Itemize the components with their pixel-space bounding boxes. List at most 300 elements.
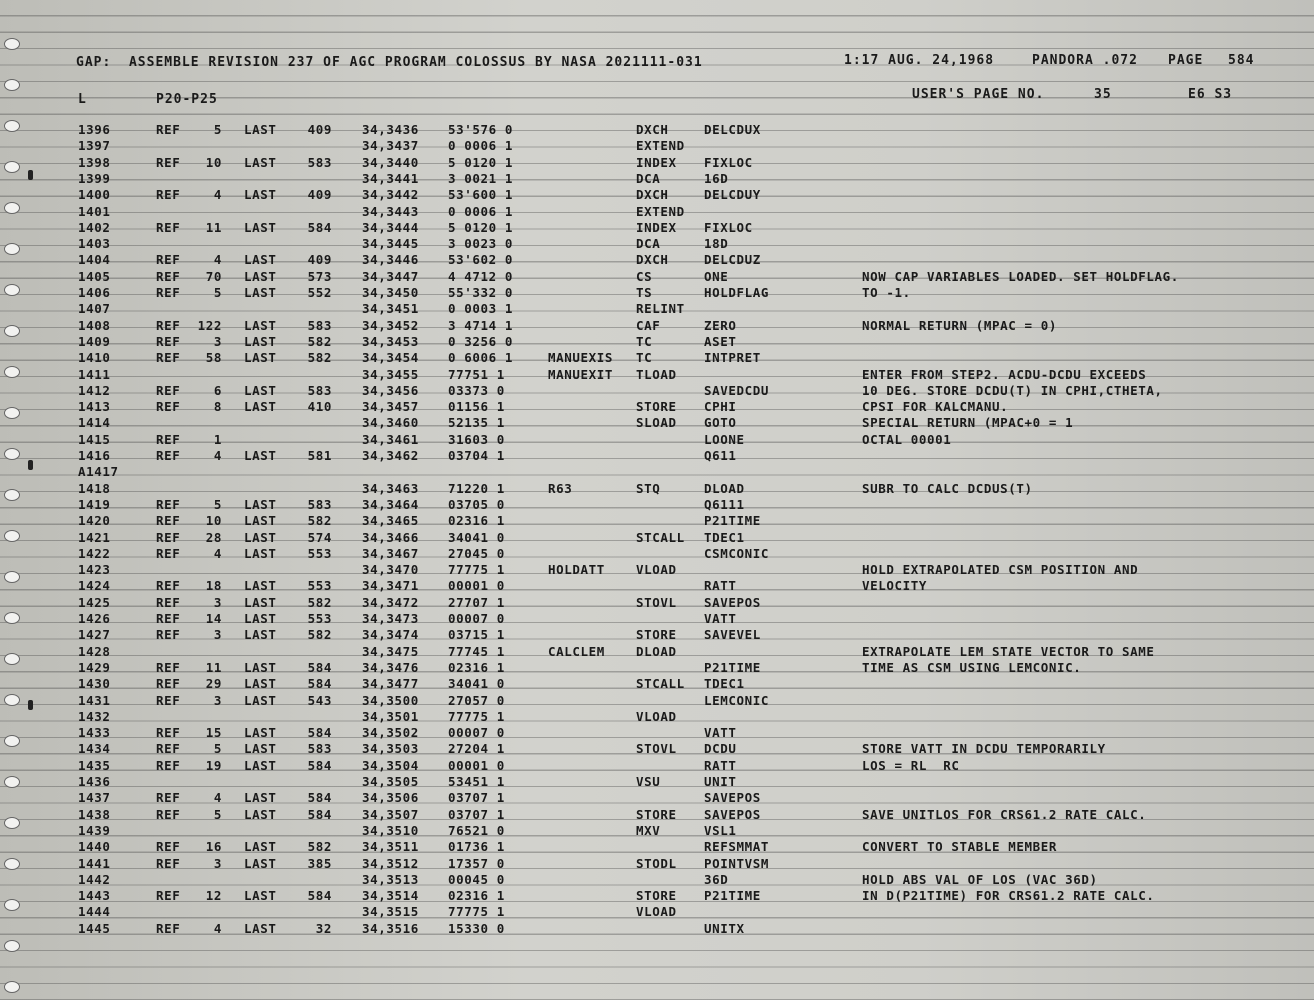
octal-code: 3 4714 1 <box>448 317 514 333</box>
last-label: LAST <box>244 154 277 170</box>
octal-code: 00007 0 <box>448 725 505 741</box>
last-page: 552 <box>307 285 332 300</box>
comment: LOS = RL RC <box>862 757 960 773</box>
line-number: 1425 <box>78 594 111 610</box>
operand: INTPRET <box>704 350 761 366</box>
line-number: 1432 <box>78 708 111 724</box>
address: 34,3443 <box>362 203 419 219</box>
ref-label: REF <box>156 741 181 757</box>
operand: SAVEDCDU <box>704 382 770 398</box>
line-number: 1441 <box>78 855 111 871</box>
listing-row <box>0 530 1314 546</box>
last-page: 409 <box>307 187 332 203</box>
last-page: 584 <box>307 757 332 773</box>
operand: CSMCONIC <box>704 545 770 561</box>
ref-count: 15 <box>205 725 222 741</box>
listing-site: PANDORA .072 <box>1032 53 1138 68</box>
address: 34,3511 <box>362 839 419 855</box>
line-number: 1409 <box>78 333 111 349</box>
last-label: LAST <box>244 496 277 512</box>
ref-label: REF <box>156 317 181 333</box>
octal-code: 03715 1 <box>448 627 505 643</box>
ref-label: REF <box>156 594 181 610</box>
octal-code: 77751 1 <box>448 366 505 382</box>
line-number: 1423 <box>78 562 111 578</box>
ref-label: REF <box>156 725 181 741</box>
line-number: 1400 <box>78 187 111 203</box>
binder-pin <box>28 700 33 710</box>
feed-hole <box>4 981 20 993</box>
ref-count: 4 <box>213 252 222 268</box>
last-page: 583 <box>307 154 332 170</box>
octal-code: 77775 1 <box>448 562 505 578</box>
listing-row <box>0 856 1314 872</box>
octal-code: 0 0003 1 <box>448 301 514 317</box>
operand: 18D <box>704 236 729 252</box>
octal-code: 02316 1 <box>448 888 505 904</box>
listing-row <box>0 367 1314 383</box>
line-number: 1399 <box>78 170 111 186</box>
octal-code: 0 0006 1 <box>448 138 514 154</box>
comment: SUBR TO CALC DCDUS(T) <box>862 480 1033 496</box>
user-page-label: USER'S PAGE NO. <box>912 87 1045 102</box>
ref-count: 58 <box>205 350 222 366</box>
comment: CPSI FOR KALCMANU. <box>862 399 1009 415</box>
address: 34,3467 <box>362 545 419 561</box>
operand: ONE <box>704 268 729 284</box>
comment: 10 DEG. STORE DCDU(T) IN CPHI,CTHETA, <box>862 382 1163 398</box>
line-number: 1418 <box>78 480 111 496</box>
last-label: LAST <box>244 187 277 203</box>
ref-count: 19 <box>205 757 222 773</box>
octal-code: 03707 1 <box>448 806 505 822</box>
ref-label: REF <box>156 122 181 137</box>
address: 34,3474 <box>362 627 419 643</box>
ref-label: REF <box>156 448 181 463</box>
listing-row <box>0 301 1314 317</box>
octal-code: 01156 1 <box>448 399 505 415</box>
address: 34,3512 <box>362 855 419 871</box>
comment: TIME AS CSM USING LEMCONIC. <box>862 659 1082 675</box>
line-number: 1443 <box>78 888 111 904</box>
octal-code: 0 6006 1 <box>448 350 514 366</box>
opcode: DXCH <box>636 122 669 137</box>
listing-row <box>0 904 1314 920</box>
octal-code: 3 0021 1 <box>448 170 514 186</box>
listing-row <box>0 220 1314 236</box>
address: 34,3501 <box>362 708 419 724</box>
binder-pin <box>28 460 33 470</box>
listing-row <box>0 693 1314 709</box>
listing-row <box>0 383 1314 399</box>
ref-label: REF <box>156 806 181 822</box>
operand: VATT <box>704 725 737 741</box>
octal-code: 77745 1 <box>448 643 505 659</box>
ref-label: REF <box>156 285 181 300</box>
opcode: EXTEND <box>636 203 685 219</box>
address: 34,3456 <box>362 382 419 398</box>
line-number: 1438 <box>78 806 111 822</box>
opcode: DXCH <box>636 187 669 203</box>
listing-row <box>0 839 1314 855</box>
last-page: 582 <box>307 627 332 643</box>
operand: LOONE <box>704 431 745 447</box>
ref-label: REF <box>156 382 181 398</box>
octal-code: 27707 1 <box>448 594 505 610</box>
ref-count: 4 <box>213 545 222 561</box>
page-label: PAGE <box>1168 53 1204 68</box>
ref-count: 16 <box>205 839 222 855</box>
listing-row <box>0 269 1314 285</box>
line-number: 1411 <box>78 366 111 382</box>
opcode: DLOAD <box>636 643 677 659</box>
octal-code: 55'332 0 <box>448 285 514 300</box>
listing-row <box>0 595 1314 611</box>
last-page: 584 <box>307 790 332 806</box>
operand: VATT <box>704 611 737 626</box>
address: 34,3442 <box>362 187 419 203</box>
last-label: LAST <box>244 741 277 757</box>
opcode: CS <box>636 268 653 284</box>
octal-code: 00001 0 <box>448 578 505 594</box>
operand: RATT <box>704 757 737 773</box>
ref-count: 3 <box>213 627 222 643</box>
opcode: TC <box>636 333 653 349</box>
last-label: LAST <box>244 382 277 398</box>
last-page: 553 <box>307 611 332 626</box>
octal-code: 0 3256 0 <box>448 333 514 349</box>
listing-row <box>0 432 1314 448</box>
opcode: STOVL <box>636 741 677 757</box>
opcode: STORE <box>636 806 677 822</box>
ref-label: REF <box>156 268 181 284</box>
listing-row <box>0 741 1314 757</box>
line-number: 1397 <box>78 138 111 154</box>
operand: GOTO <box>704 415 737 431</box>
address: 34,3466 <box>362 529 419 545</box>
octal-code: 00045 0 <box>448 871 505 887</box>
octal-code: 17357 0 <box>448 855 505 871</box>
ref-label: REF <box>156 790 181 806</box>
line-number: 1398 <box>78 154 111 170</box>
ref-count: 5 <box>213 122 222 137</box>
ref-count: 3 <box>213 692 222 708</box>
last-label: LAST <box>244 888 277 904</box>
ref-label: REF <box>156 513 181 529</box>
line-number: 1405 <box>78 268 111 284</box>
last-label: LAST <box>244 350 277 366</box>
listing-row <box>0 513 1314 529</box>
listing-row <box>0 285 1314 301</box>
listing-row <box>0 350 1314 366</box>
line-number: 1407 <box>78 301 111 317</box>
ref-count: 4 <box>213 187 222 203</box>
ref-label: REF <box>156 888 181 904</box>
operand: DELCDUX <box>704 122 761 137</box>
last-label: LAST <box>244 399 277 415</box>
ref-count: 6 <box>213 382 222 398</box>
operand: SAVEPOS <box>704 594 761 610</box>
last-label: LAST <box>244 659 277 675</box>
last-label: LAST <box>244 578 277 594</box>
octal-code: 03707 1 <box>448 790 505 806</box>
last-label: LAST <box>244 268 277 284</box>
address: 34,3460 <box>362 415 419 431</box>
line-number: 1414 <box>78 415 111 431</box>
comment: STORE VATT IN DCDU TEMPORARILY <box>862 741 1106 757</box>
address: 34,3471 <box>362 578 419 594</box>
page-number: 584 <box>1228 53 1255 68</box>
ref-label: REF <box>156 350 181 366</box>
opcode: STODL <box>636 855 677 871</box>
address: 34,3447 <box>362 268 419 284</box>
octal-code: 03705 0 <box>448 496 505 512</box>
line-number: 1406 <box>78 285 111 300</box>
octal-code: 77775 1 <box>448 904 505 920</box>
listing-row <box>0 758 1314 774</box>
listing-row <box>0 236 1314 252</box>
listing-row <box>0 725 1314 741</box>
last-page: 574 <box>307 529 332 545</box>
listing-row <box>0 562 1314 578</box>
last-page: 410 <box>307 399 332 415</box>
last-page: 553 <box>307 545 332 561</box>
line-number: 1412 <box>78 382 111 398</box>
line-number: 1430 <box>78 676 111 692</box>
last-label: LAST <box>244 855 277 871</box>
address: 34,3463 <box>362 480 419 496</box>
comment: TO -1. <box>862 285 911 300</box>
ref-count: 3 <box>213 594 222 610</box>
opcode: STCALL <box>636 529 685 545</box>
operand: ASET <box>704 333 737 349</box>
symbol-label: HOLDATT <box>548 562 605 578</box>
last-label: LAST <box>244 790 277 806</box>
feed-hole <box>4 79 20 91</box>
address: 34,3470 <box>362 562 419 578</box>
ref-count: 5 <box>213 496 222 512</box>
line-number: 1402 <box>78 219 111 235</box>
last-label: LAST <box>244 627 277 643</box>
listing-date: 1:17 AUG. 24,1968 <box>844 53 995 68</box>
address: 34,3452 <box>362 317 419 333</box>
line-number: 1416 <box>78 448 111 463</box>
octal-code: 31603 0 <box>448 431 505 447</box>
address: 34,3462 <box>362 448 419 463</box>
comment: OCTAL 00001 <box>862 431 952 447</box>
address: 34,3502 <box>362 725 419 741</box>
last-page: 409 <box>307 122 332 137</box>
octal-code: 15330 0 <box>448 920 505 936</box>
listing-row <box>0 709 1314 725</box>
comment: ENTER FROM STEP2. ACDU-DCDU EXCEEDS <box>862 366 1147 382</box>
address: 34,3503 <box>362 741 419 757</box>
octal-code: 4 4712 0 <box>448 268 514 284</box>
ref-count: 18 <box>205 578 222 594</box>
line-number: 1413 <box>78 399 111 415</box>
operand: DELCDUY <box>704 187 761 203</box>
ref-count: 11 <box>205 659 222 675</box>
opcode: TLOAD <box>636 366 677 382</box>
listing-row <box>0 644 1314 660</box>
listing-row <box>0 334 1314 350</box>
opcode: STCALL <box>636 676 685 692</box>
listing-row <box>0 497 1314 513</box>
section-name: P20-P25 <box>156 92 218 107</box>
line-number: 1404 <box>78 252 111 268</box>
address: 34,3513 <box>362 871 419 887</box>
line-number: 1415 <box>78 431 111 447</box>
last-label: LAST <box>244 122 277 137</box>
octal-code: 34041 0 <box>448 529 505 545</box>
octal-code: 03373 0 <box>448 382 505 398</box>
address: 34,3440 <box>362 154 419 170</box>
line-number: 1408 <box>78 317 111 333</box>
opcode: DXCH <box>636 252 669 268</box>
listing-title: GAP: ASSEMBLE REVISION 237 OF AGC PROGRAM COLOSSUS BY NASA 2021111-031 <box>76 55 703 70</box>
ref-count: 3 <box>213 855 222 871</box>
operand: VSL1 <box>704 822 737 838</box>
ref-count: 1 <box>213 431 222 447</box>
operand: LEMCONIC <box>704 692 770 708</box>
listing-row <box>0 921 1314 937</box>
ref-count: 8 <box>213 399 222 415</box>
opcode: VLOAD <box>636 904 677 920</box>
address: 34,3515 <box>362 904 419 920</box>
octal-code: 02316 1 <box>448 513 505 529</box>
last-label: LAST <box>244 333 277 349</box>
octal-code: 52135 1 <box>448 415 505 431</box>
listing-row <box>0 807 1314 823</box>
opcode: STORE <box>636 888 677 904</box>
feed-hole <box>4 940 20 952</box>
operand: SAVEPOS <box>704 790 761 806</box>
line-number: 1435 <box>78 757 111 773</box>
opcode: VLOAD <box>636 708 677 724</box>
address: 34,3504 <box>362 757 419 773</box>
listing-row <box>0 204 1314 220</box>
ref-count: 4 <box>213 448 222 463</box>
last-label: LAST <box>244 757 277 773</box>
operand: DELCDUZ <box>704 252 761 268</box>
ref-count: 70 <box>205 268 222 284</box>
last-page: 584 <box>307 659 332 675</box>
symbol-label: MANUEXIS <box>548 350 614 366</box>
operand: CPHI <box>704 399 737 415</box>
octal-code: 76521 0 <box>448 822 505 838</box>
ref-label: REF <box>156 676 181 692</box>
line-number: 1444 <box>78 904 111 920</box>
ref-count: 3 <box>213 333 222 349</box>
ref-label: REF <box>156 219 181 235</box>
opcode: STORE <box>636 627 677 643</box>
opcode: VSU <box>636 774 661 789</box>
last-label: LAST <box>244 219 277 235</box>
line-number: 1431 <box>78 692 111 708</box>
listing-row <box>0 546 1314 562</box>
opcode: STORE <box>636 399 677 415</box>
line-number: 1440 <box>78 839 111 855</box>
listing-row <box>0 627 1314 643</box>
listing-row <box>0 578 1314 594</box>
address: 34,3475 <box>362 643 419 659</box>
comment: NOW CAP VARIABLES LOADED. SET HOLDFLAG. <box>862 268 1179 284</box>
listing-row <box>0 676 1314 692</box>
opcode: DCA <box>636 170 661 186</box>
ref-count: 5 <box>213 741 222 757</box>
line-number: 1396 <box>78 122 111 137</box>
last-page: 583 <box>307 496 332 512</box>
last-page: 582 <box>307 513 332 529</box>
octal-code: 01736 1 <box>448 839 505 855</box>
last-page: 32 <box>315 920 332 936</box>
operand: UNITX <box>704 920 745 936</box>
octal-code: 3 0023 0 <box>448 236 514 252</box>
octal-code: 03704 1 <box>448 448 505 463</box>
comment: VELOCITY <box>862 578 928 594</box>
address: 34,3510 <box>362 822 419 838</box>
octal-code: 02316 1 <box>448 659 505 675</box>
last-label: LAST <box>244 839 277 855</box>
operand: P21TIME <box>704 513 761 529</box>
opcode: EXTEND <box>636 138 685 154</box>
address: 34,3500 <box>362 692 419 708</box>
last-page: 553 <box>307 578 332 594</box>
opcode: CAF <box>636 317 661 333</box>
ref-label: REF <box>156 578 181 594</box>
l-label: L <box>78 92 87 107</box>
address: 34,3436 <box>362 122 419 137</box>
address: 34,3454 <box>362 350 419 366</box>
listing-row <box>0 252 1314 268</box>
ref-count: 29 <box>205 676 222 692</box>
last-label: LAST <box>244 806 277 822</box>
last-page: 584 <box>307 725 332 741</box>
opcode: TS <box>636 285 653 300</box>
last-label: LAST <box>244 513 277 529</box>
listing-row <box>0 171 1314 187</box>
last-page: 584 <box>307 888 332 904</box>
octal-code: 27045 0 <box>448 545 505 561</box>
last-label: LAST <box>244 594 277 610</box>
address: 34,3444 <box>362 219 419 235</box>
last-page: 581 <box>307 448 332 463</box>
comment: CONVERT TO STABLE MEMBER <box>862 839 1058 855</box>
listing-row <box>0 399 1314 415</box>
listing-row <box>0 155 1314 171</box>
line-number: 1422 <box>78 545 111 561</box>
listing-row <box>0 774 1314 790</box>
address: 34,3455 <box>362 366 419 382</box>
line-number: 1410 <box>78 350 111 366</box>
address: 34,3453 <box>362 333 419 349</box>
operand: TDEC1 <box>704 676 745 692</box>
address: 34,3437 <box>362 138 419 154</box>
user-page-number: 35 <box>1094 87 1112 102</box>
ref-count: 12 <box>205 888 222 904</box>
listing-row <box>0 415 1314 431</box>
operand: 16D <box>704 170 729 186</box>
ref-label: REF <box>156 757 181 773</box>
line-number: 1427 <box>78 627 111 643</box>
line-number: 1442 <box>78 871 111 887</box>
address: 34,3446 <box>362 252 419 268</box>
address: 34,3476 <box>362 659 419 675</box>
operand: SAVEVEL <box>704 627 761 643</box>
operand: FIXLOC <box>704 154 753 170</box>
last-label: LAST <box>244 285 277 300</box>
ref-label: REF <box>156 333 181 349</box>
